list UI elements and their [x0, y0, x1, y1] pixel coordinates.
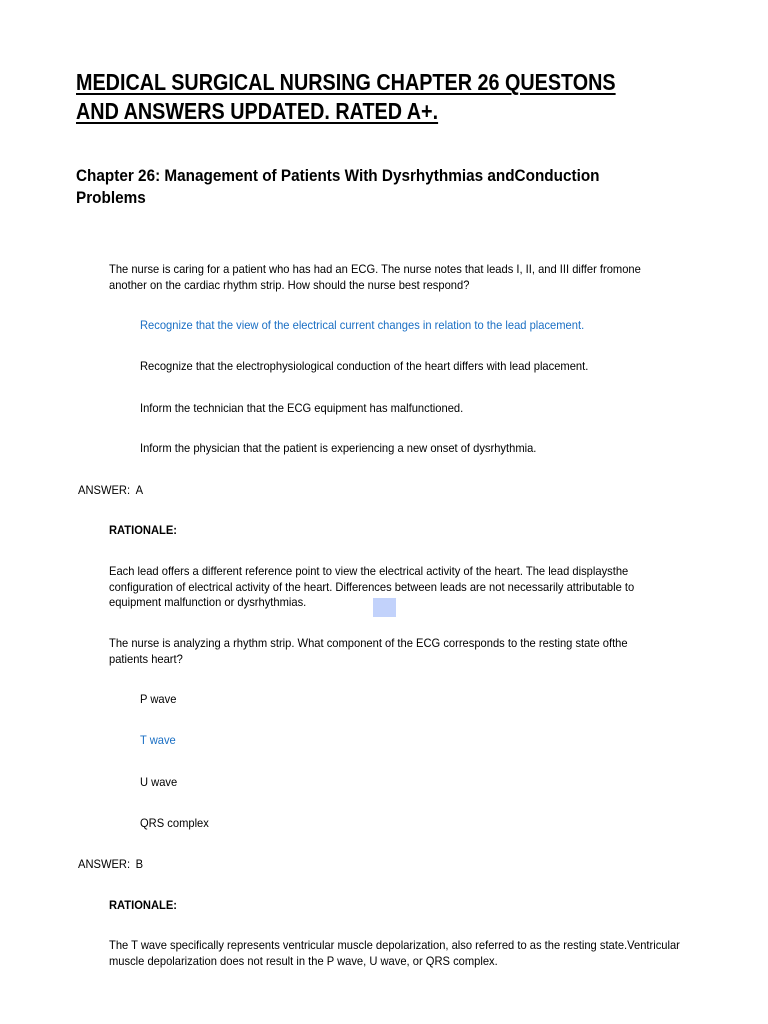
question-2-answer [78, 857, 143, 873]
chapter-heading [76, 165, 600, 209]
question-1-rationale-line-3: equipment malfunction or dysrhythmias. [109, 595, 307, 609]
question-1-stem-line-1: The nurse is caring for a patient who has had an ECG. The nurse notes that leads I, II, and III differ fromone [109, 262, 641, 276]
question-2-rationale [109, 938, 680, 969]
question-1-option-b: Recognize that the electrophysiological conduction of the heart differs with lead placement. [140, 359, 589, 373]
question-1-option-d: Inform the physician that the patient is experiencing a new onset of dysrhythmia. [140, 441, 537, 455]
question-2-stem-line-1: The nurse is analyzing a rhythm strip. What component of the ECG corresponds to the resting state ofthe [109, 636, 628, 650]
question-2-option-d: QRS complex [140, 816, 209, 830]
question-2-rationale-line-1: The T wave specifically represents ventricular muscle depolarization, also referred to as the resting state.Ventricular [109, 938, 680, 952]
question-1-option-a: Recognize that the view of the electrical current changes in relation to the lead placement. [140, 318, 585, 332]
question-1-rationale [109, 564, 634, 611]
chapter-heading-line-1: Chapter 26: Management of Patients With Dysrhythmias andConduction [76, 166, 600, 185]
question-1-answer-value: A [135, 483, 144, 497]
question-1-option-c: Inform the technician that the ECG equipment has malfunctioned. [140, 401, 464, 415]
question-2-rationale-line-2: muscle depolarization does not result in the P wave, U wave, or QRS complex. [109, 953, 498, 968]
question-1-rationale-line-2: configuration of electrical activity of the heart. Differences between leads are not necessarily attributable to [109, 579, 635, 594]
document-title [76, 68, 616, 126]
question-2-answer-label: ANSWER: [78, 857, 131, 871]
question-2-stem [109, 636, 628, 667]
chapter-heading-line-2: Problems [76, 188, 146, 207]
document-title-line-2: AND ANSWERS UPDATED. RATED A+. [76, 98, 439, 124]
question-2-stem-line-2: patients heart? [109, 651, 183, 666]
question-1-answer-label: ANSWER: [78, 483, 131, 497]
question-1-stem [109, 262, 641, 293]
text-selection-highlight [373, 598, 396, 617]
question-1-stem-line-2: another on the cardiac rhythm strip. How should the nurse best respond? [109, 277, 470, 292]
question-1-rationale-line-1: Each lead offers a different reference point to view the electrical activity of the heart. The lead displaysthe [109, 564, 629, 578]
question-2-option-a: P wave [140, 692, 177, 706]
question-1-rationale-label: RATIONALE: [109, 523, 177, 537]
question-2-option-b: T wave [140, 733, 176, 747]
question-2-rationale-label: RATIONALE: [109, 898, 177, 912]
question-2-answer-value: B [135, 857, 144, 871]
question-2-option-c: U wave [140, 775, 178, 789]
question-1-answer [78, 483, 143, 499]
document-title-line-1: MEDICAL SURGICAL NURSING CHAPTER 26 QUESTONS [76, 69, 616, 95]
